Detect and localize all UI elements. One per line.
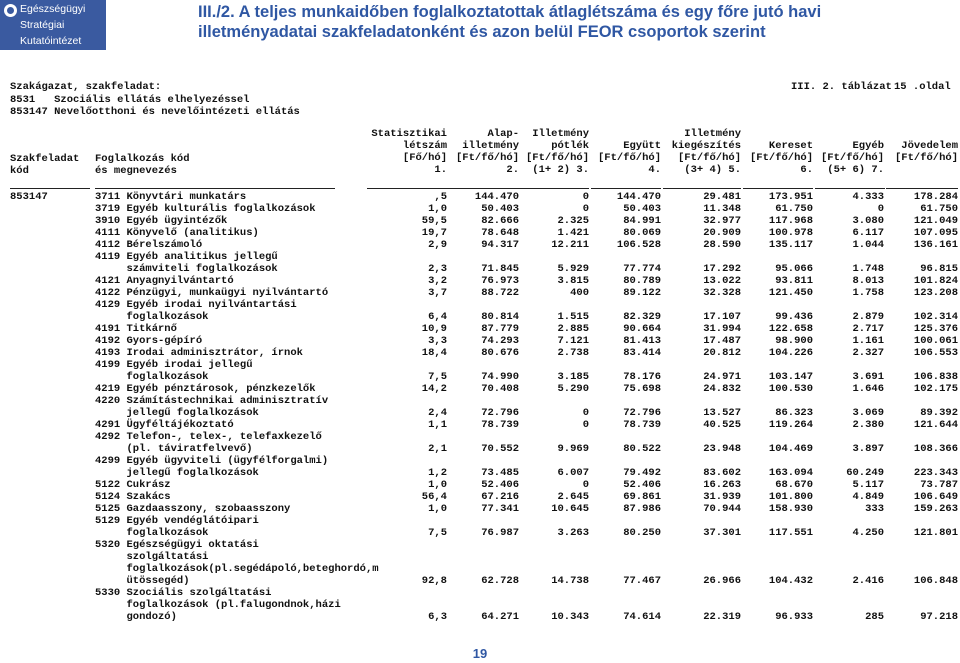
row-occupation-name: 5125 Gazdaasszony, szobaasszony [95,503,291,515]
row-value-col-3: 2.885 [557,323,589,335]
header-rule-8 [743,188,813,189]
row-value-col-5: 29.481 [703,191,741,203]
row-value-col-3: 2.738 [557,347,589,359]
row-occupation-name: 4291 Ügyféltájékoztató [95,419,234,431]
header-rule-1 [10,188,90,189]
row-value-col-2: 82.666 [481,215,519,227]
row-value-col-7: 8.013 [852,275,884,287]
row-value-col-4: 80.522 [623,443,661,455]
header-c5-line-1: Illetmény [684,128,741,140]
row-value-col-6: 95.066 [775,263,813,275]
header-c7-line-4: (5+ 6) 7. [827,164,884,176]
row-value-col-7: 6.117 [852,227,884,239]
header-c7-line-3: [Ft/fő/hó] [820,152,884,164]
page-title [198,2,958,42]
header-c2-line-2: illetmény [462,140,519,152]
row-value-col-6: 61.750 [775,203,813,215]
row-value-col-5: 17.487 [703,335,741,347]
row-value-col-3: 5.929 [557,263,589,275]
row-value-col-1: 7,5 [428,371,447,383]
row-value-col-6: 119.264 [768,419,813,431]
row-value-col-2: 52.406 [481,479,519,491]
row-value-col-7: 4.250 [852,527,884,539]
row-value-col-8: 136.161 [913,239,958,251]
row-value-col-1: 3,2 [428,275,447,287]
row-occupation-name: 4299 Egyéb ügyviteli (ügyfélforgalmi) [95,455,329,467]
row-value-col-2: 64.271 [481,611,519,623]
row-value-col-8: 102.314 [913,311,958,323]
row-value-col-8: 107.095 [913,227,958,239]
row-value-col-5: 31.939 [703,491,741,503]
row-value-col-2: 94.317 [481,239,519,251]
row-value-col-7: 333 [865,503,884,515]
row-value-col-3: 5.290 [557,383,589,395]
row-occupation-name: 3910 Egyéb ügyintézők [95,215,228,227]
row-value-col-6: 68.670 [775,479,813,491]
header-col-kod: kód [10,165,29,177]
row-value-col-6: 173.951 [768,191,813,203]
header-c1-line-4: 1. [434,164,447,176]
row-occupation-name: 4292 Telefon-, telex-, telefaxkezelő [95,431,322,443]
row-value-col-8: 100.061 [913,335,958,347]
row-occupation-name: 4112 Bérelszámoló [95,239,203,251]
row-value-col-7: 1.646 [852,383,884,395]
row-value-col-4: 78.739 [623,419,661,431]
row-value-col-5: 40.525 [703,419,741,431]
row-value-col-6: 135.117 [768,239,813,251]
header-c1-line-3: [Fő/hó] [402,152,447,164]
row-value-col-5: 31.994 [703,323,741,335]
row-value-col-7: 3.080 [852,215,884,227]
header-c8-line-2: Jövedelem [901,140,958,152]
row-value-col-2: 80.676 [481,347,519,359]
row-value-col-8: 106.649 [913,491,958,503]
row-value-col-6: 98.900 [775,335,813,347]
row-value-col-1: 92,8 [421,575,447,587]
row-value-col-3: 400 [570,287,589,299]
row-value-col-4: 50.403 [623,203,661,215]
row-value-col-4: 77.774 [623,263,661,275]
row-value-col-1: 1,0 [428,203,447,215]
row-occupation-name: 3719 Egyéb kulturális foglalkozások [95,203,316,215]
row-value-col-4: 80.250 [623,527,661,539]
row-value-col-1: 59,5 [421,215,447,227]
row-value-col-2: 78.648 [481,227,519,239]
row-value-col-1: 18,4 [421,347,447,359]
row-value-col-5: 26.966 [703,575,741,587]
task-line: 853147 Nevelőotthoni és nevelőintézeti ellátás [10,106,300,118]
row-occupation-name: 3711 Könyvtári munkatárs [95,191,247,203]
row-value-col-2: 72.796 [481,407,519,419]
row-value-col-6: 163.094 [768,467,813,479]
header-col-foglalkozas: Foglalkozás kód [95,153,190,165]
row-occupation-name: 4122 Pénzügyi, munkaügyi nyilvántartó [95,287,329,299]
row-occupation-name: 5320 Egészségügyi oktatási [95,539,259,551]
row-value-col-1: 19,7 [421,227,447,239]
row-value-col-4: 81.413 [623,335,661,347]
row-value-col-4: 82.329 [623,311,661,323]
row-value-col-4: 106.528 [616,239,661,251]
row-value-col-3: 0 [582,419,589,431]
row-value-col-3: 0 [582,407,589,419]
row-value-col-8: 108.366 [913,443,958,455]
row-value-col-1: 6,3 [428,611,447,623]
header-c2-line-3: [Ft/fő/hó] [455,152,519,164]
row-value-col-5: 83.602 [703,467,741,479]
row-occupation-name: jellegű foglalkozások [95,467,259,479]
row-occupation-name: 4193 Irodai adminisztrátor, írnok [95,347,303,359]
header-c6-line-3: [Ft/fő/hó] [749,152,813,164]
row-value-col-2: 78.739 [481,419,519,431]
row-value-col-8: 123.208 [913,287,958,299]
row-value-col-8: 121.801 [913,527,958,539]
row-value-col-3: 2.645 [557,491,589,503]
row-value-col-6: 100.530 [768,383,813,395]
header-c3-line-2: pótlék [551,140,589,152]
row-value-col-5: 23.948 [703,443,741,455]
header-c1-line-1: Statisztikai [371,128,447,140]
row-value-col-6: 117.551 [768,527,813,539]
row-value-col-5: 20.812 [703,347,741,359]
row-value-col-3: 12.211 [551,239,589,251]
row-value-col-2: 87.779 [481,323,519,335]
page-number: 19 [472,646,488,661]
row-occupation-name: 4111 Könyvelő (analitikus) [95,227,259,239]
row-value-col-7: 2.879 [852,311,884,323]
row-value-col-3: 7.121 [557,335,589,347]
row-value-col-2: 70.408 [481,383,519,395]
row-value-col-6: 96.933 [775,611,813,623]
header-c2-line-1: Alap- [487,128,519,140]
row-value-col-5: 24.971 [703,371,741,383]
row-value-col-8: 89.392 [920,407,958,419]
row-value-col-5: 70.944 [703,503,741,515]
row-value-col-5: 32.977 [703,215,741,227]
row-value-col-6: 104.469 [768,443,813,455]
row-value-col-8: 121.049 [913,215,958,227]
row-value-col-6: 100.978 [768,227,813,239]
header-c5-line-3: [Ft/fő/hó] [677,152,741,164]
row-value-col-8: 97.218 [920,611,958,623]
row-value-col-1: 2,4 [428,407,447,419]
row-value-col-5: 24.832 [703,383,741,395]
row-occupation-name: 4199 Egyéb irodai jellegű [95,359,253,371]
row-occupation-name: jellegű foglalkozások [95,407,259,419]
row-value-col-3: 1.515 [557,311,589,323]
header-c2-line-4: 2. [506,164,519,176]
row-value-col-7: 3.897 [852,443,884,455]
row-value-col-3: 3.263 [557,527,589,539]
header-c4-line-2: Együtt [623,140,661,152]
row-value-col-2: 80.814 [481,311,519,323]
branch-line: 8531 Szociális ellátás elhelyezéssel [10,94,250,106]
row-value-col-8: 223.343 [913,467,958,479]
row-value-col-4: 78.176 [623,371,661,383]
row-value-col-4: 74.614 [623,611,661,623]
row-value-col-4: 77.467 [623,575,661,587]
row-value-col-1: 3,7 [428,287,447,299]
page-ref: 15 .oldal [894,81,951,93]
institute-logo-icon [4,4,17,17]
row-occupation-name: 4121 Anyagnyilvántartó [95,275,234,287]
row-value-col-7: 3.069 [852,407,884,419]
header-c8-line-3: [Ft/fő/hó] [894,152,958,164]
row-value-col-3: 0 [582,191,589,203]
row-value-col-4: 79.492 [623,467,661,479]
row-value-col-5: 13.527 [703,407,741,419]
row-value-col-4: 144.470 [616,191,661,203]
row-value-col-1: 1,2 [428,467,447,479]
row-value-col-2: 77.341 [481,503,519,515]
row-value-col-1: 7,5 [428,527,447,539]
row-occupation-name: (pl. táviratfelvevő) [95,443,253,455]
row-value-col-1: ,5 [434,191,447,203]
row-value-col-6: 93.811 [775,275,813,287]
row-occupation-name: 5122 Cukrász [95,479,171,491]
row-value-col-3: 14.738 [551,575,589,587]
row-occupation-name: 5330 Szociális szolgáltatási [95,587,272,599]
row-value-col-2: 74.293 [481,335,519,347]
row-value-col-6: 101.800 [768,491,813,503]
row-value-col-2: 76.987 [481,527,519,539]
header-rule-10 [886,188,958,189]
row-value-col-7: 285 [865,611,884,623]
row-value-col-8: 159.263 [913,503,958,515]
logo-line-2: Stratégiai [20,19,65,31]
row-occupation-name: 5124 Szakács [95,491,171,503]
row-value-col-7: 60.249 [846,467,884,479]
row-value-col-6: 122.658 [768,323,813,335]
header-c6-line-4: 6. [800,164,813,176]
row-value-col-6: 86.323 [775,407,813,419]
row-value-col-2: 76.973 [481,275,519,287]
header-rule-9 [815,188,885,189]
row-value-col-5: 22.319 [703,611,741,623]
row-value-col-8: 102.175 [913,383,958,395]
row-value-col-2: 70.552 [481,443,519,455]
row-value-col-5: 11.348 [703,203,741,215]
row-occupation-name: 4220 Számítástechnikai adminisztratív [95,395,329,407]
row-value-col-4: 80.789 [623,275,661,287]
row-value-col-4: 80.069 [623,227,661,239]
row-value-col-2: 67.216 [481,491,519,503]
row-value-col-8: 106.838 [913,371,958,383]
row-occupation-name: 5129 Egyéb vendéglátóipari [95,515,259,527]
row-value-col-3: 0 [582,479,589,491]
row-occupation-name: 4129 Egyéb irodai nyilvántartási [95,299,297,311]
header-c4-line-4: 4. [648,164,661,176]
row-value-col-7: 2.327 [852,347,884,359]
row-occupation-name: gondozó) [95,611,177,623]
row-value-col-4: 72.796 [623,407,661,419]
title-line-2: illetményadatai szakfeladatonként és azon belül FEOR csoportok szerint [198,23,766,41]
header-c5-line-2: kiegészítés [671,140,741,152]
row-value-col-3: 10.343 [551,611,589,623]
row-value-col-4: 52.406 [623,479,661,491]
row-value-col-7: 2.416 [852,575,884,587]
row-value-col-7: 2.380 [852,419,884,431]
header-rule-5 [511,188,589,189]
row-occupation-name: foglalkozások [95,371,209,383]
row-value-col-8: 96.815 [920,263,958,275]
logo-line-1: Egészségügyi [20,3,86,15]
row-value-col-5: 17.292 [703,263,741,275]
row-value-col-4: 84.991 [623,215,661,227]
row-value-col-7: 3.691 [852,371,884,383]
row-value-col-3: 1.421 [557,227,589,239]
row-value-col-7: 1.758 [852,287,884,299]
row-value-col-1: 2,3 [428,263,447,275]
row-value-col-2: 50.403 [481,203,519,215]
branch-label: Szakágazat, szakfeladat: [10,81,162,93]
row-value-col-4: 69.861 [623,491,661,503]
row-value-col-7: 4.333 [852,191,884,203]
header-rule-2 [95,188,335,189]
header-col-szakfeladat: Szakfeladat [10,153,80,165]
row-value-col-8: 61.750 [920,203,958,215]
row-value-col-5: 37.301 [703,527,741,539]
header-c3-line-1: Illetmény [532,128,589,140]
row-value-col-8: 178.284 [913,191,958,203]
row-value-col-2: 144.470 [474,191,519,203]
row-value-col-6: 99.436 [775,311,813,323]
row-value-col-5: 32.328 [703,287,741,299]
row-value-col-1: 3,3 [428,335,447,347]
row-value-col-1: 1,0 [428,479,447,491]
table-ref: III. 2. táblázat [791,81,892,93]
row-value-col-5: 16.263 [703,479,741,491]
row-value-col-3: 6.007 [557,467,589,479]
row-value-col-1: 14,2 [421,383,447,395]
header-c4-line-3: [Ft/fő/hó] [597,152,661,164]
row-value-col-6: 104.226 [768,347,813,359]
header-c7-line-2: Egyéb [852,140,884,152]
row-value-col-2: 88.722 [481,287,519,299]
row-value-col-7: 1.748 [852,263,884,275]
row-value-col-1: 2,1 [428,443,447,455]
row-value-col-6: 158.930 [768,503,813,515]
row-occupation-name: 4192 Gyors-gépíró [95,335,203,347]
header-rule-3 [367,188,447,189]
row-value-col-5: 17.107 [703,311,741,323]
header-c3-line-4: (1+ 2) 3. [532,164,589,176]
header-col-megnevezes: és megnevezés [95,165,177,177]
row-value-col-4: 89.122 [623,287,661,299]
row-value-col-3: 3.815 [557,275,589,287]
row-occupation-name: szolgáltatási [95,551,209,563]
header-c5-line-4: (3+ 4) 5. [684,164,741,176]
row-value-col-1: 1,0 [428,503,447,515]
row-value-col-6: 104.432 [768,575,813,587]
row-value-col-5: 13.022 [703,275,741,287]
row-value-col-3: 0 [582,203,589,215]
row-value-col-3: 10.645 [551,503,589,515]
header-rule-7 [663,188,741,189]
row-occupation-name: 4119 Egyéb analitikus jellegű [95,251,278,263]
row-value-col-3: 9.969 [557,443,589,455]
row-value-col-7: 5.117 [852,479,884,491]
row-occupation-name: 4219 Egyéb pénztárosok, pénzkezelők [95,383,316,395]
row-value-col-7: 1.161 [852,335,884,347]
logo-line-3: Kutatóintézet [20,35,82,47]
row-value-col-7: 2.717 [852,323,884,335]
row-value-col-1: 1,1 [428,419,447,431]
row-value-col-3: 2.325 [557,215,589,227]
row-value-col-2: 73.485 [481,467,519,479]
row-value-col-2: 71.845 [481,263,519,275]
row-occupation-name: számviteli foglalkozások [95,263,278,275]
row-occupation-name: foglalkozások(pl.segédápoló,beteghordó,m [95,563,379,575]
row-value-col-7: 1.044 [852,239,884,251]
row-value-col-8: 125.376 [913,323,958,335]
row-value-col-4: 75.698 [623,383,661,395]
row-value-col-3: 3.185 [557,371,589,383]
row-occupation-name: foglalkozások [95,311,209,323]
row-value-col-1: 56,4 [421,491,447,503]
header-rule-6 [591,188,661,189]
row-szakfeladat-code: 853147 [10,191,48,203]
row-value-col-8: 121.644 [913,419,958,431]
row-value-col-8: 73.787 [920,479,958,491]
header-c1-line-2: létszám [402,140,447,152]
row-occupation-name: foglalkozások (pl.falugondnok,házi [95,599,341,611]
row-value-col-1: 2,9 [428,239,447,251]
row-occupation-name: 4191 Titkárnő [95,323,177,335]
row-value-col-4: 83.414 [623,347,661,359]
row-occupation-name: foglalkozások [95,527,209,539]
logo [0,0,106,50]
row-value-col-8: 106.553 [913,347,958,359]
row-occupation-name: ütössegéd) [95,575,190,587]
row-value-col-1: 6,4 [428,311,447,323]
header-rule-4 [439,188,519,189]
title-line-1: III./2. A teljes munkaidőben foglalkoztatottak átlaglétszáma és egy főre jutó havi [198,3,822,21]
row-value-col-5: 20.909 [703,227,741,239]
header-c3-line-3: [Ft/fő/hó] [525,152,589,164]
header-c6-line-2: Kereset [768,140,813,152]
row-value-col-7: 4.849 [852,491,884,503]
row-value-col-7: 0 [877,203,884,215]
row-value-col-4: 87.986 [623,503,661,515]
row-value-col-2: 62.728 [481,575,519,587]
row-value-col-8: 101.824 [913,275,958,287]
row-value-col-1: 10,9 [421,323,447,335]
row-value-col-8: 106.848 [913,575,958,587]
row-value-col-6: 117.968 [768,215,813,227]
row-value-col-5: 28.590 [703,239,741,251]
row-value-col-6: 103.147 [768,371,813,383]
row-value-col-2: 74.990 [481,371,519,383]
row-value-col-6: 121.450 [768,287,813,299]
row-value-col-4: 90.664 [623,323,661,335]
